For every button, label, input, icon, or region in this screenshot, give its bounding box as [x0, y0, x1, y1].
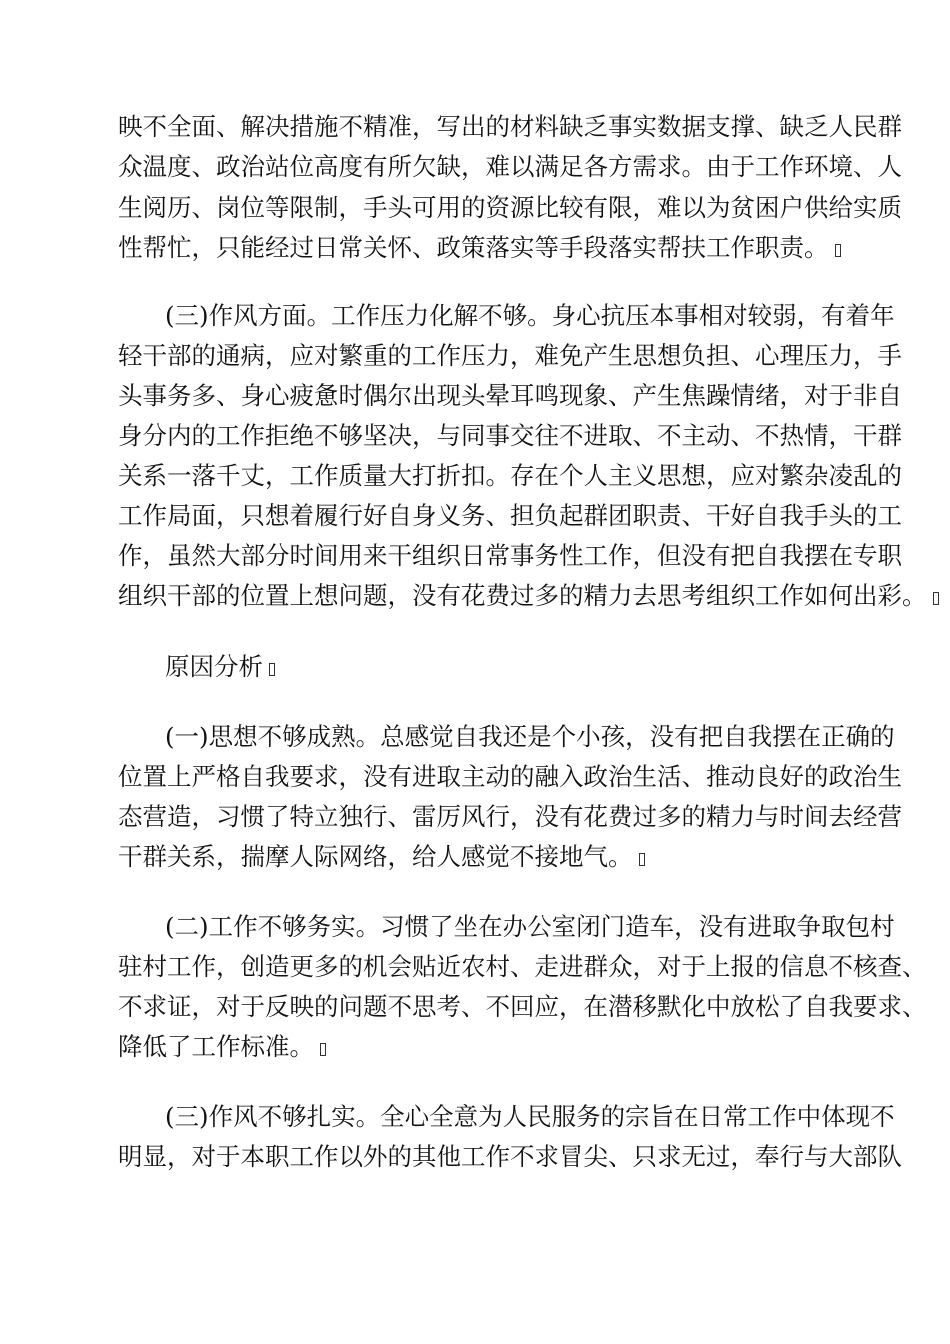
text-line: 驻村工作，创造更多的机会贴近农村、走进群众，对于上报的信息不核查、 [118, 952, 927, 981]
text-line: 轻干部的通病，应对繁重的工作压力，难免产生思想负担、心理压力，手 [118, 341, 902, 370]
text-line: (三)作风方面。工作压力化解不够。身心抗压本事相对较弱，有着年 [165, 301, 895, 330]
text-line: (三)作风不够扎实。全心全意为人民服务的宗旨在日常工作中体现不 [165, 1102, 895, 1131]
text-line-content: 干群关系，揣摩人际网络，给人感觉不接地气。 [118, 842, 633, 871]
section-heading [165, 649, 838, 685]
text-line-content: 组织干部的位置上想问题，没有花费过多的精力去思考组织工作如何出彩。 [118, 581, 927, 610]
paragraph-mark-icon [933, 592, 939, 605]
text-line: 关系一落千丈，工作质量大打折扣。存在个人主义思想，应对繁杂凌乱的 [118, 461, 902, 490]
text-line: 位置上严格自我要求，没有进取主动的融入政治生活、推动良好的政治生 [118, 762, 902, 791]
text-line [118, 230, 838, 266]
section-heading-text: 原因分析 [165, 652, 263, 681]
text-line: 明显，对于本职工作以外的其他工作不求冒尖、只求无过，奉行与大部队 [118, 1142, 902, 1171]
text-line-content: 性帮忙，只能经过日常关怀、政策落实等手段落实帮扶工作职责。 [118, 233, 829, 262]
paragraph-mark-icon [639, 853, 645, 866]
text-line [118, 1029, 838, 1065]
text-line: 作，虽然大部分时间用来干组织日常事务性工作，但没有把自我摆在专职 [118, 541, 902, 570]
text-line [118, 578, 927, 614]
text-line [118, 839, 838, 875]
text-line: 身分内的工作拒绝不够坚决，与同事交往不进取、不主动、不热情，干群 [118, 421, 902, 450]
text-line: (一)思想不够成熟。总感觉自我还是个小孩，没有把自我摆在正确的 [165, 722, 895, 751]
text-line: 工作局面，只想着履行好自身义务、担负起群团职责、干好自我手头的工 [118, 501, 902, 530]
text-line: 映不全面、解决措施不精准，写出的材料缺乏事实数据支撑、缺乏人民群 [118, 112, 902, 141]
paragraph-mark-icon [320, 1043, 326, 1056]
text-line: 头事务多、身心疲惫时偶尔出现头晕耳鸣现象、产生焦躁情绪，对于非自 [118, 381, 902, 410]
text-line: 众温度、政治站位高度有所欠缺，难以满足各方需求。由于工作环境、人 [118, 152, 902, 181]
text-line: 态营造，习惯了特立独行、雷厉风行，没有花费过多的精力与时间去经营 [118, 802, 902, 831]
text-line: (二)工作不够务实。习惯了坐在办公室闭门造车，没有进取争取包村 [165, 912, 895, 941]
paragraph-mark-icon [269, 663, 275, 676]
text-line: 不求证，对于反映的问题不思考、不回应，在潜移默化中放松了自我要求、 [118, 992, 927, 1021]
paragraph-mark-icon [835, 244, 841, 257]
text-line: 生阅历、岗位等限制，手头可用的资源比较有限，难以为贫困户供给实质 [118, 193, 902, 222]
text-line-content: 降低了工作标准。 [118, 1032, 314, 1061]
